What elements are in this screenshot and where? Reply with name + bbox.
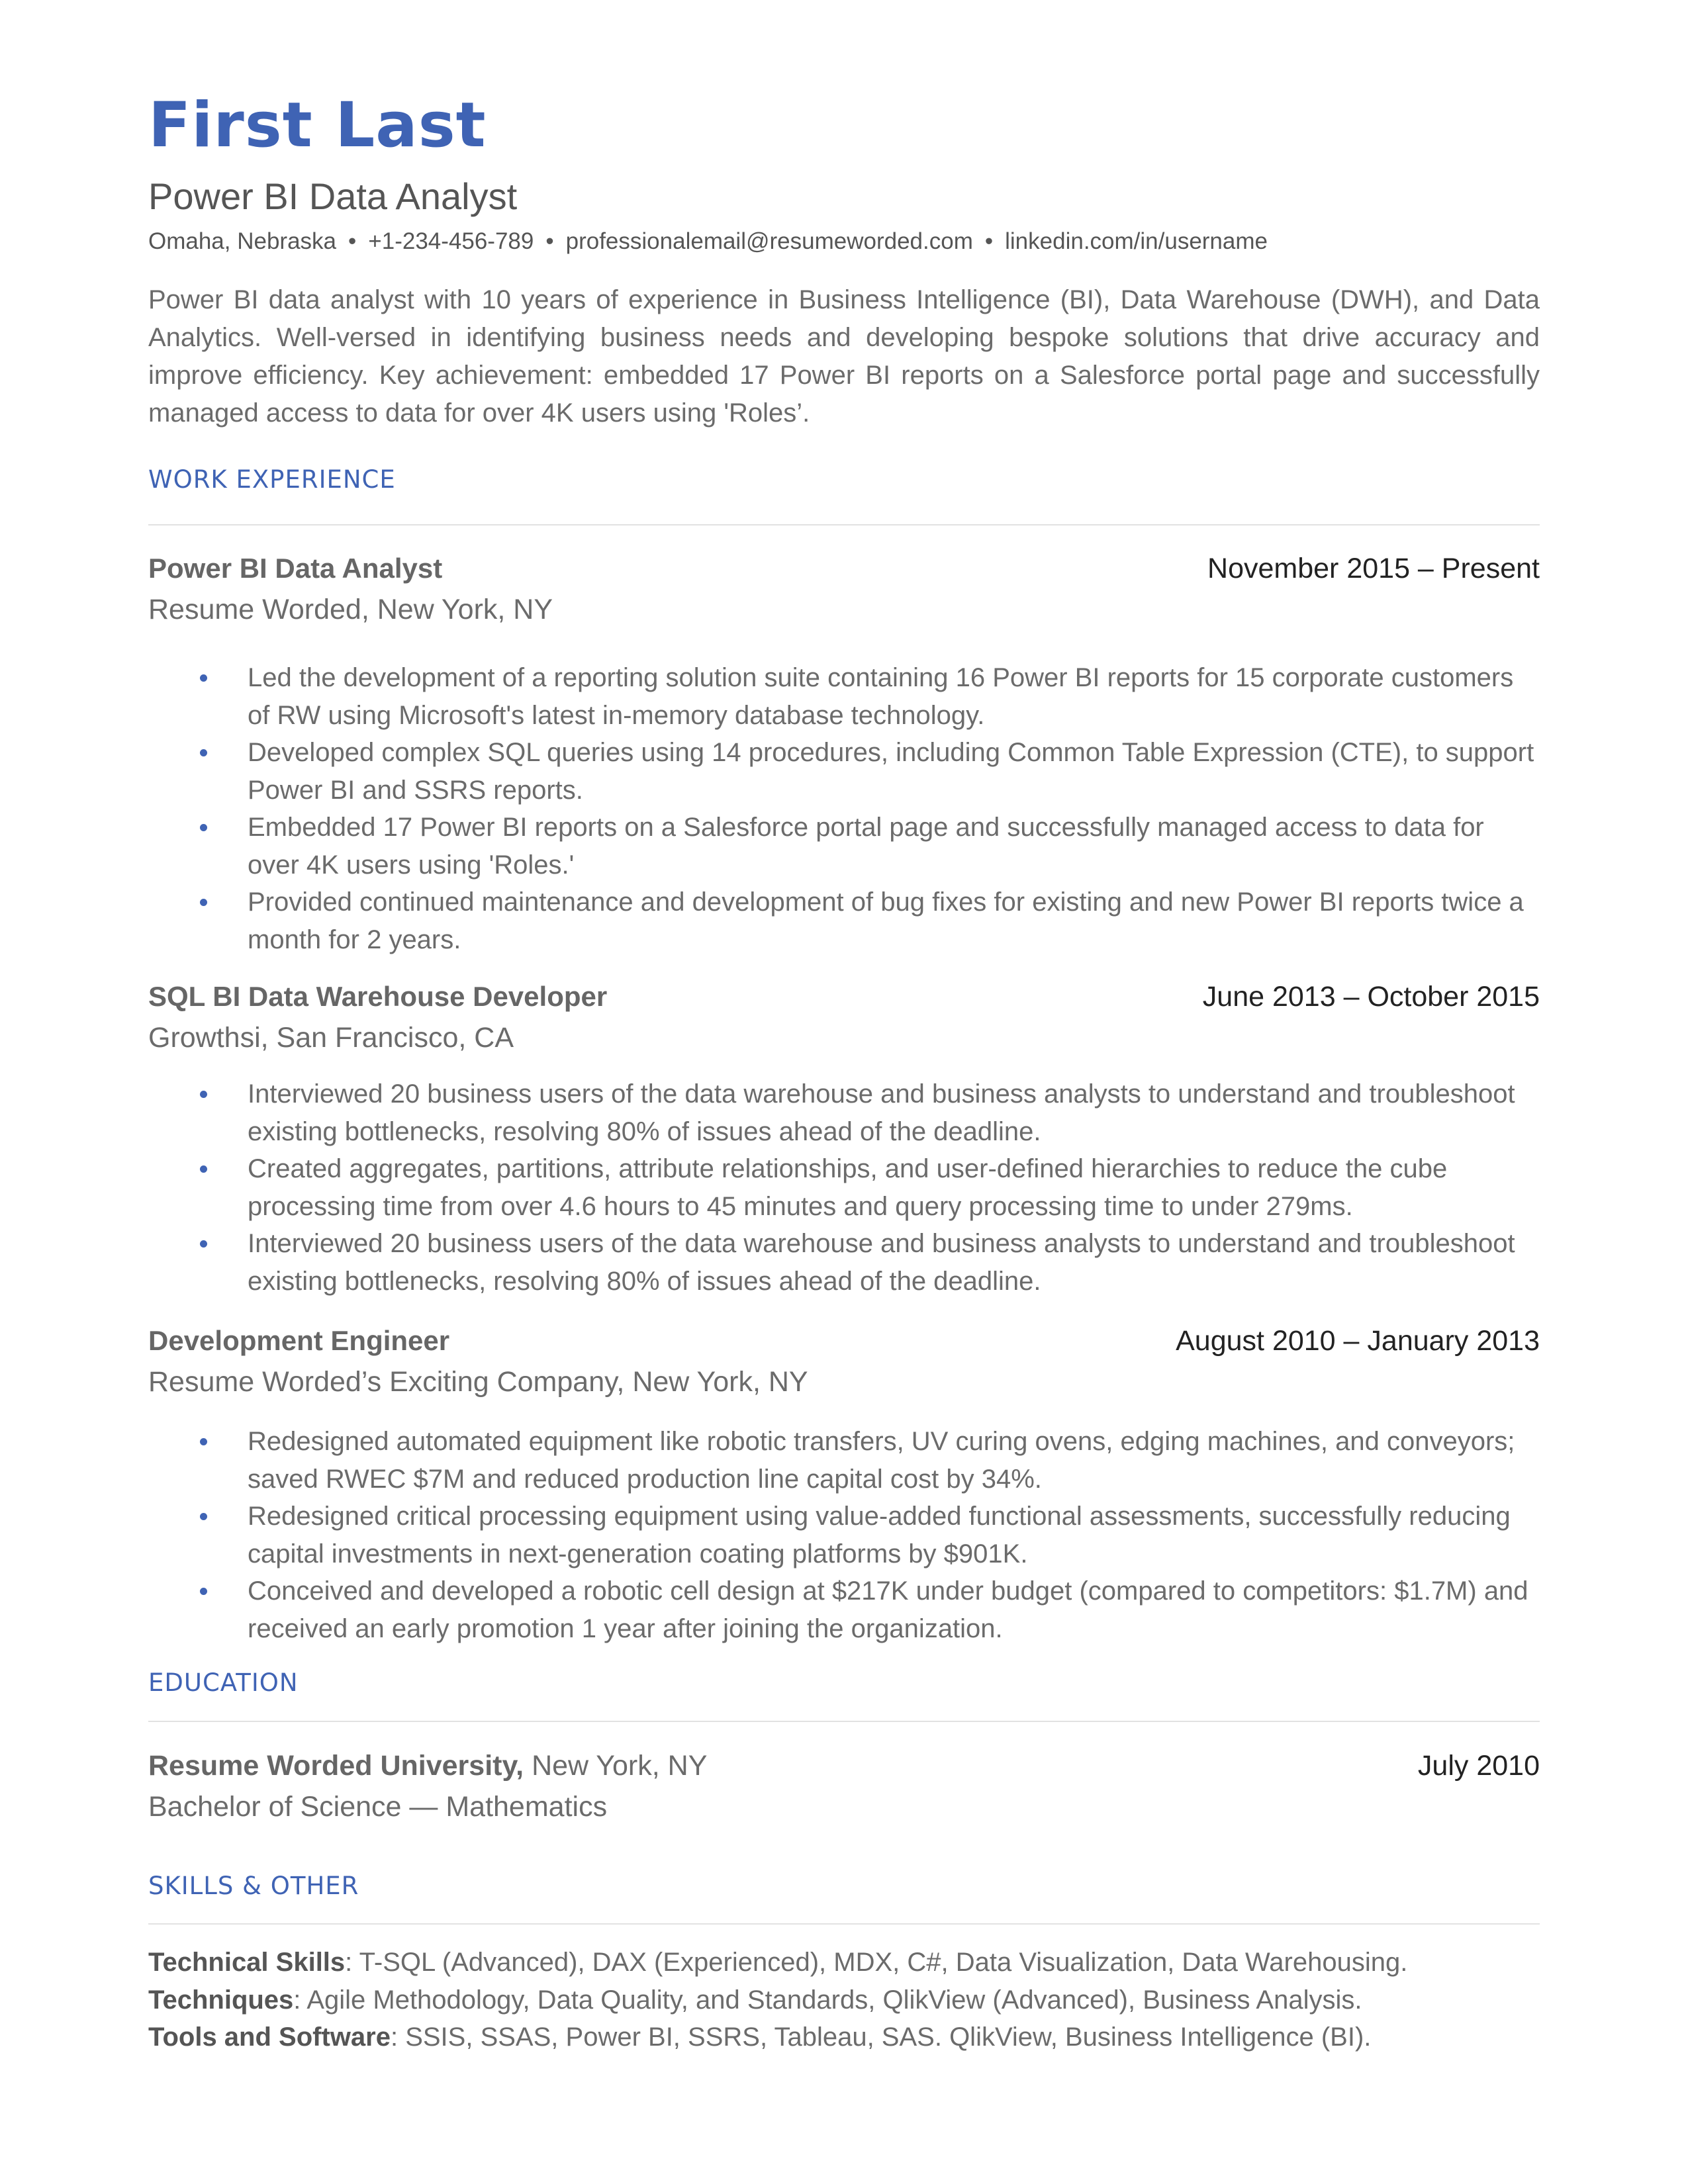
bullet-text: Led the development of a reporting solution suite containing 16 Power BI reports for 15 corporate customers of RW using Microsoft's latest in-memory database technology. [248, 663, 1514, 730]
list-item [148, 884, 1540, 958]
list-item [148, 1225, 1540, 1300]
job-company: Resume Worded’s Exciting Company, New York, NY [148, 1366, 808, 1398]
job-headline: Power BI Data Analyst [148, 175, 518, 217]
list-item [148, 809, 1540, 884]
skill-row [148, 2019, 1540, 2056]
bullet-text: Embedded 17 Power BI reports on a Salesforce portal page and successfully managed access to data for over 4K users using 'Roles.' [248, 813, 1484, 880]
job-title: SQL BI Data Warehouse Developer [148, 981, 608, 1012]
education-school [148, 1747, 707, 1784]
section-divider [148, 1721, 1540, 1722]
job-bullets [148, 1075, 1540, 1300]
skill-text: : Agile Methodology, Data Quality, and Standards, QlikView (Advanced), Business Analysis. [293, 1985, 1362, 2015]
skills-list [148, 1944, 1540, 2056]
bullet-text: Redesigned critical processing equipment using value-added functional assessments, successfully reducing capital investments in next-generation coating platforms by $901K. [248, 1502, 1511, 1569]
bullet-text: Developed complex SQL queries using 14 procedures, including Common Table Expression (CTE), to support Power BI and SSRS reports. [248, 738, 1534, 805]
contact-line [148, 225, 1268, 258]
skill-text: : T-SQL (Advanced), DAX (Experienced), MDX, C#, Data Visualization, Data Warehousing. [345, 1948, 1408, 1977]
bullet-text: Provided continued maintenance and development of bug fixes for existing and new Power BI reports twice a month for 2 years. [248, 887, 1524, 954]
section-divider [148, 524, 1540, 525]
school-name: Resume Worded University, [148, 1750, 524, 1782]
skill-row [148, 1944, 1540, 1981]
skill-row [148, 1981, 1540, 2019]
separator-dot: • [348, 228, 357, 254]
section-title-education: EDUCATION [148, 1668, 299, 1697]
job-company: Resume Worded, New York, NY [148, 594, 553, 625]
bullet-dot-icon [200, 1513, 207, 1520]
skill-label: Technical Skills [148, 1948, 346, 1977]
contact-email[interactable]: professionalemail@resumeworded.com [565, 228, 973, 254]
bullet-dot-icon [200, 1165, 207, 1173]
job-company: Growthsi, San Francisco, CA [148, 1022, 514, 1054]
bullet-dot-icon [200, 1438, 207, 1445]
job-title: Power BI Data Analyst [148, 553, 443, 584]
list-item [148, 1423, 1540, 1498]
bullet-dot-icon [200, 1240, 207, 1248]
bullet-dot-icon [200, 749, 207, 756]
contact-location: Omaha, Nebraska [148, 228, 337, 254]
job-bullets [148, 659, 1540, 958]
education-date: July 2010 [1417, 1750, 1540, 1782]
section-title-skills: SKILLS & OTHER [148, 1872, 359, 1900]
job-dates: August 2010 – January 2013 [1176, 1325, 1540, 1357]
bullet-dot-icon [200, 899, 207, 906]
separator-dot: • [984, 228, 994, 254]
bullet-text: Redesigned automated equipment like robotic transfers, UV curing ovens, edging machines, and conveyors; saved RWEC $7M and reduced production line capital cost by 34%. [248, 1427, 1515, 1494]
bullet-text: Interviewed 20 business users of the data warehouse and business analysts to understand and troubleshoot existing bottlenecks, resolving 80% of issues ahead of the deadline. [248, 1079, 1515, 1146]
bullet-dot-icon [200, 674, 207, 682]
list-item [148, 1498, 1540, 1572]
list-item [148, 1572, 1540, 1647]
list-item [148, 659, 1540, 734]
job-dates: June 2013 – October 2015 [1202, 981, 1540, 1013]
list-item [148, 734, 1540, 809]
bullet-dot-icon [200, 1588, 207, 1595]
education-degree: Bachelor of Science — Mathematics [148, 1791, 608, 1823]
section-divider [148, 1923, 1540, 1925]
skill-label: Techniques [148, 1985, 294, 2015]
job-bullets [148, 1423, 1540, 1647]
bullet-text: Created aggregates, partitions, attribute relationships, and user-defined hierarchies to reduce the cube processing time from over 4.6 hours to 45 minutes and query processing time to under 279ms. [248, 1154, 1448, 1221]
section-title-work: WORK EXPERIENCE [148, 465, 396, 494]
profile-summary: Power BI data analyst with 10 years of experience in Business Intelligence (BI), Data Warehouse (DWH), and Data Analytics. Well-versed in identifying business needs and developing bespoke solutions that drive accuracy and improve efficiency. Key achievement: embedded 17 Power BI reports on a Salesforce portal page and successfully managed access to data for over 4K users using 'Roles’. [148, 285, 1540, 428]
separator-dot: • [545, 228, 554, 254]
list-item [148, 1075, 1540, 1150]
bullet-dot-icon [200, 1091, 207, 1098]
skill-text: : SSIS, SSAS, Power BI, SSRS, Tableau, SAS. QlikView, Business Intelligence (BI). [390, 2023, 1372, 2052]
job-title: Development Engineer [148, 1325, 450, 1356]
bullet-text: Interviewed 20 business users of the data warehouse and business analysts to understand and troubleshoot existing bottlenecks, resolving 80% of issues ahead of the deadline. [248, 1229, 1515, 1296]
contact-phone[interactable]: +1-234-456-789 [368, 228, 534, 254]
bullet-text: Conceived and developed a robotic cell design at $217K under budget (compared to competitors: $1.7M) and received an early promotion 1 year after joining the organization. [248, 1576, 1528, 1643]
candidate-name: First Last [148, 89, 487, 161]
school-location: New York, NY [524, 1750, 708, 1782]
skill-label: Tools and Software [148, 2023, 391, 2052]
contact-linkedin[interactable]: linkedin.com/in/username [1005, 228, 1268, 254]
list-item [148, 1150, 1540, 1225]
bullet-dot-icon [200, 824, 207, 831]
job-dates: November 2015 – Present [1207, 553, 1540, 584]
